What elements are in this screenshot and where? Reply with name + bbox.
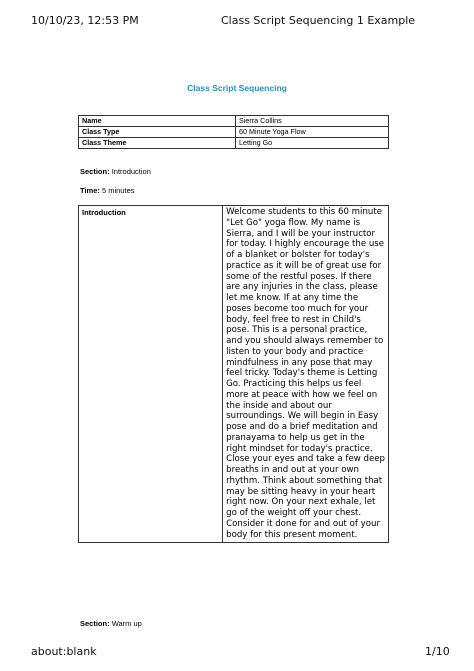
script-line: may be sitting heavy in your heart	[226, 486, 376, 497]
script-line: poses become too much for your	[226, 303, 369, 314]
table-row	[79, 206, 389, 543]
script-line: feel tricky. Today's theme is Letting	[226, 368, 378, 379]
script-line: right mindset for today's practice.	[226, 443, 373, 454]
info-value-class-type: 60 Minute Yoga Flow	[236, 127, 389, 138]
section-warmup-line	[80, 619, 142, 628]
script-line: Sierra, and I will be your instructor	[226, 228, 376, 239]
script-line: Go. Practicing this helps us feel	[226, 379, 362, 389]
script-line: body for this present moment.	[226, 529, 358, 540]
script-line: breaths in and out at your own	[226, 465, 359, 475]
script-line: of a blanket or bolster for today's	[226, 250, 370, 260]
script-line: Welcome students to this 60 minute	[226, 207, 382, 217]
script-line: mindfulness in any pose that may	[226, 357, 373, 368]
script-line: and you should always remember to	[226, 336, 384, 346]
section-label: Section:	[80, 619, 110, 628]
print-page-number: 1/10	[425, 645, 450, 658]
time-label: Time:	[80, 186, 100, 195]
info-table	[78, 115, 389, 149]
script-line: pose and do a brief meditation and	[226, 422, 378, 432]
script-line: practice as it will be of great use for	[226, 260, 382, 271]
section-introduction-line	[80, 167, 151, 176]
script-label: Introduction	[79, 206, 223, 543]
time-line	[80, 186, 135, 195]
script-line: body, feel free to rest in Child's	[226, 314, 361, 325]
table-row	[79, 116, 389, 127]
script-line: pose. This is a personal practice,	[226, 325, 368, 336]
script-line: pranayama to help us get in the	[226, 432, 365, 443]
script-line: Close your eyes and take a few deep	[226, 454, 385, 465]
section-value: Introduction	[111, 167, 151, 176]
script-line: surroundings. We will begin in Easy	[226, 411, 379, 422]
script-line: listen to your body and practice	[226, 346, 364, 357]
script-line: "Let Go" yoga flow. My name is	[226, 217, 361, 228]
script-line: some of the restful poses. If there	[226, 271, 372, 282]
print-header-title: Class Script Sequencing 1 Example	[221, 14, 416, 27]
section-label: Section:	[80, 167, 110, 176]
script-line: go of the weight off your chest.	[226, 508, 362, 518]
info-label-class-type: Class Type	[79, 127, 236, 138]
section-value: Warm up	[111, 619, 142, 628]
print-datetime: 10/10/23, 12:53 PM	[31, 14, 139, 27]
script-line: the inside and about our	[226, 400, 332, 411]
info-label-name: Name	[79, 116, 236, 127]
document-title: Class Script Sequencing	[187, 83, 287, 93]
table-row	[79, 127, 389, 138]
script-text	[223, 206, 389, 543]
script-line: for today. I highly encourage the use	[226, 239, 385, 250]
info-label-class-theme: Class Theme	[79, 138, 236, 149]
table-row	[79, 138, 389, 149]
script-line: are any injuries in the class, please	[226, 282, 378, 293]
script-line: let me know. If at any time the	[226, 293, 359, 303]
info-value-name: Sierra Collins	[236, 116, 389, 127]
script-line: more at peace with how we feel on	[226, 389, 378, 400]
script-line: Consider it done for and out of your	[226, 518, 380, 529]
info-value-class-theme: Letting Go	[236, 138, 389, 149]
time-value: 5 minutes	[101, 186, 135, 195]
print-footer-url: about:blank	[31, 645, 97, 658]
script-line: right now. On your next exhale, let	[226, 497, 376, 508]
script-table	[78, 205, 389, 543]
script-line: rhythm. Think about something that	[226, 475, 383, 486]
